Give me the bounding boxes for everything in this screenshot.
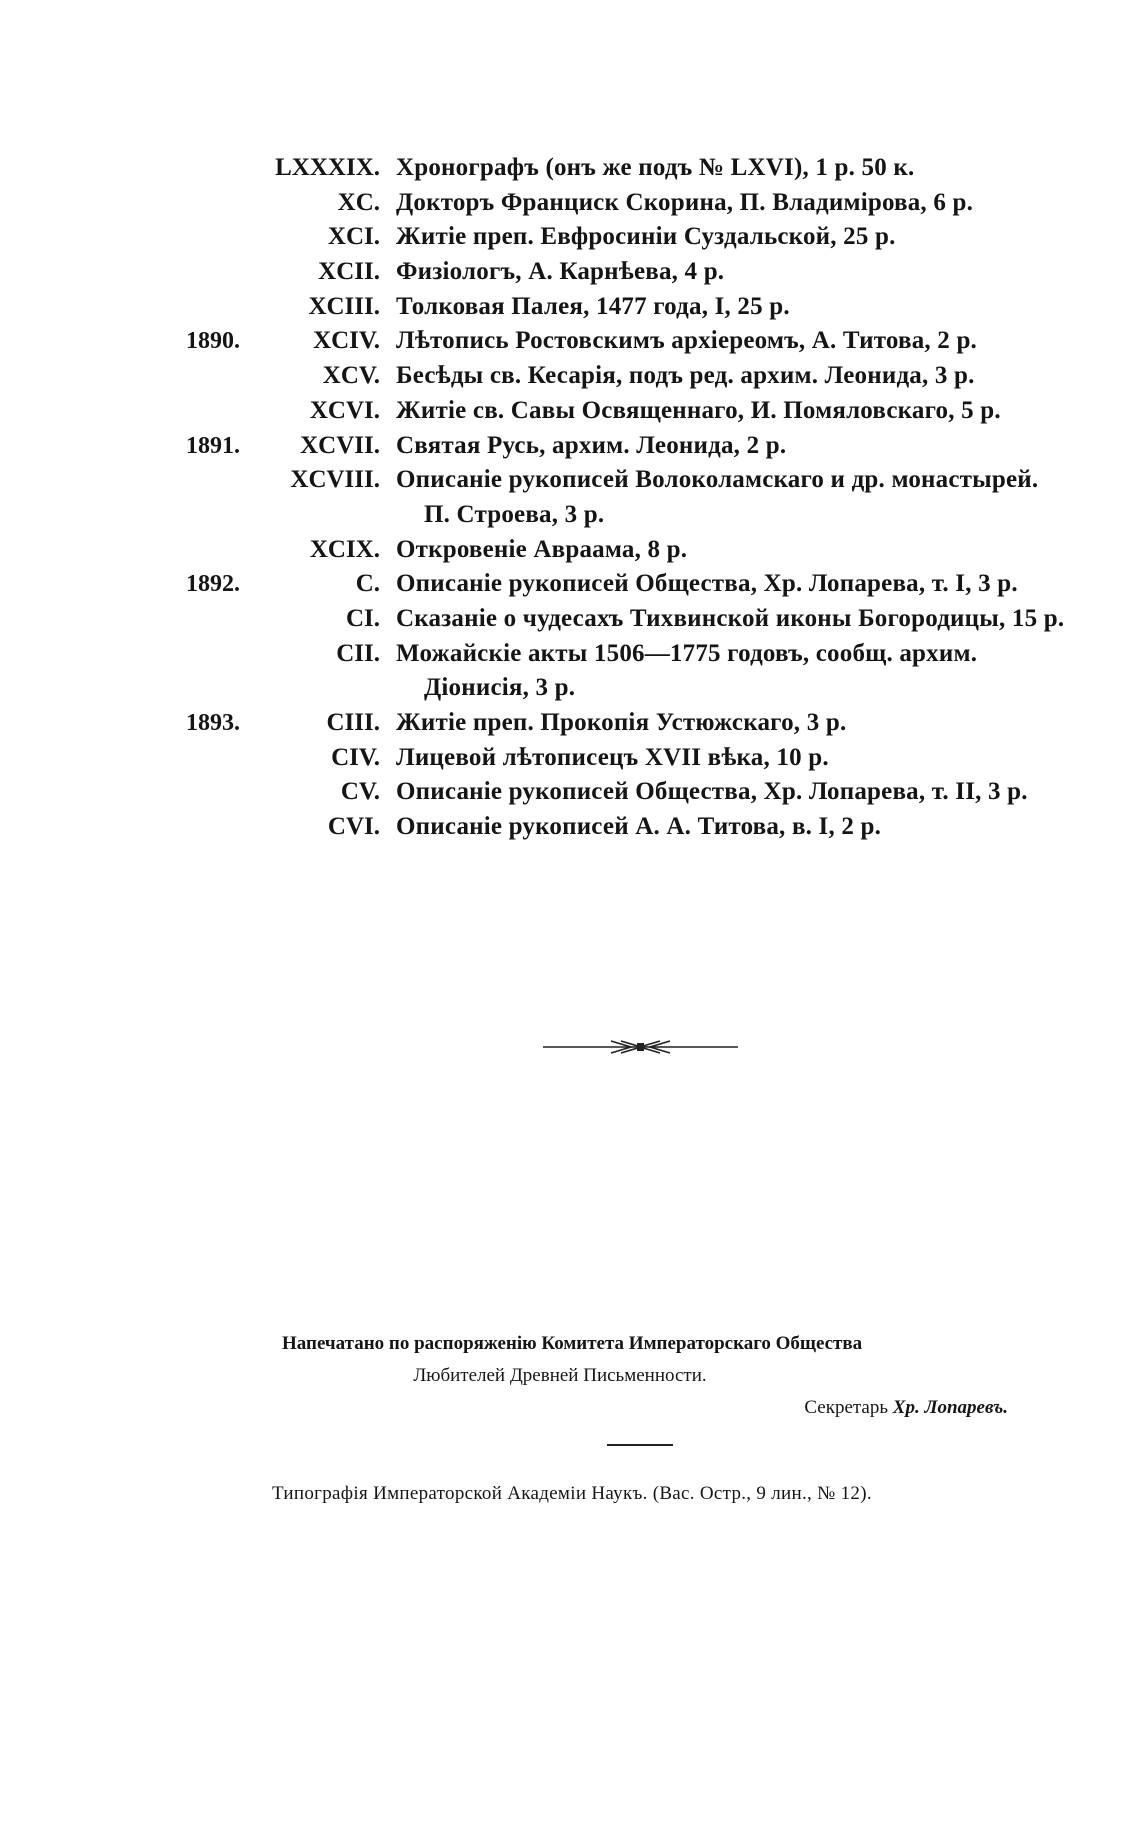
entry-title: Хронографъ (онъ же подъ № LXVI), 1 р. 50 к. (396, 154, 915, 181)
list-item (0, 706, 1140, 741)
entry-number: XC. (337, 188, 380, 216)
entry-number: CVI. (327, 813, 380, 841)
entry-title: Бесѣды св. Кесарія, подъ ред. архим. Леонида, 3 р. (396, 362, 975, 390)
entry-number: XCI. (327, 223, 380, 251)
list-item (0, 775, 1140, 810)
entry-title: Діонисія, 3 р. (424, 674, 576, 702)
list-item (0, 151, 1140, 186)
entry-year: 1892. (186, 571, 240, 598)
entry-title: П. Строева, 3 р. (424, 500, 605, 528)
entry-title: Физіологъ, А. Карнѣева, 4 р. (396, 258, 725, 286)
entry-title: Толковая Палея, 1477 года, I, 25 р. (396, 292, 790, 320)
list-item (0, 602, 1140, 637)
entry-number: CIV. (331, 743, 380, 771)
list-item (0, 394, 1140, 429)
list-item (0, 324, 1140, 359)
entry-title: Житіе преп. Евфросиніи Суздальской, 25 р. (396, 223, 896, 251)
entry-title: Лѣтопись Ростовскимъ архіереомъ, А. Титова, 2 р. (396, 327, 978, 355)
list-item (0, 810, 1140, 845)
entry-title: Сказаніе о чудесахъ Тихвинской иконы Богородицы, 15 р. (396, 604, 1065, 632)
list-item (0, 255, 1140, 290)
imprint-line-1: Напечатано по распоряженію Комитета Императорскаго Общества (282, 1333, 863, 1354)
entry-title: Откровеніе Авраама, 8 р. (396, 535, 688, 563)
entry-number: XCVI. (309, 396, 380, 424)
entry-number: CI. (345, 604, 380, 632)
list-item (0, 671, 1140, 706)
list-item (0, 463, 1140, 498)
entry-number: CII. (336, 639, 380, 667)
entry-number: XCVII. (300, 431, 380, 459)
list-item (0, 498, 1140, 533)
list-item (0, 220, 1140, 255)
entry-number: XCIV. (313, 327, 380, 355)
entry-year: 1890. (186, 328, 240, 355)
entry-title: Описаніе рукописей Общества, Хр. Лопарева, т. I, 3 р. (396, 570, 1018, 598)
imprint-line-2: Любителей Древней Письменности. (413, 1365, 707, 1386)
entry-number: CIII. (326, 709, 380, 736)
printer-line: Типографія Императорской Академіи Наукъ. (Вас. Остр., 9 лин., № 12). (272, 1483, 872, 1504)
entry-year: 1893. (186, 710, 240, 736)
entry-title: Житіе преп. Прокопія Устюжскаго, 3 р. (396, 709, 847, 736)
secretary-signature: Хр. Лопаревъ. (892, 1397, 1008, 1418)
list-item (0, 637, 1140, 672)
entry-title: Можайскіе акты 1506—1775 годовъ, сообщ. архим. (396, 639, 978, 667)
entry-title: Описаніе рукописей А. А. Титова, в. I, 2 р. (396, 813, 882, 841)
entry-title: Лицевой лѣтописецъ XVII вѣка, 10 р. (396, 743, 829, 771)
ornament-divider (543, 1036, 738, 1058)
entry-number: CV. (340, 778, 380, 806)
entry-number: C. (355, 570, 380, 598)
list-item (0, 290, 1140, 325)
entry-title: Святая Русь, архим. Леонида, 2 р. (396, 431, 787, 459)
entry-number: LXXXIX. (275, 154, 380, 181)
secretary-label: Секретарь (804, 1397, 889, 1418)
entry-title: Описаніе рукописей Волоколамскаго и др. монастырей. (396, 466, 1039, 494)
list-item (0, 359, 1140, 394)
list-item (0, 533, 1140, 568)
entry-title: Описаніе рукописей Общества, Хр. Лопарева, т. II, 3 р. (396, 778, 1028, 806)
entry-number: XCII. (318, 258, 380, 286)
divider-rule (607, 1444, 673, 1446)
entry-title: Житіе св. Савы Освященнаго, И. Помяловскаго, 5 р. (396, 396, 1001, 424)
entry-title: Докторъ Франциск Скорина, П. Владимірова, 6 р. (396, 188, 974, 216)
entry-number: XCIX. (309, 535, 380, 563)
imprint-secretary (0, 1397, 1008, 1419)
list-item (0, 741, 1140, 776)
entry-number: XCV. (322, 362, 380, 390)
list-item (0, 429, 1140, 464)
entry-year: 1891. (186, 432, 240, 459)
entry-number: XCIII. (308, 292, 380, 320)
list-item (0, 186, 1140, 221)
entry-number: XCVIII. (290, 466, 380, 494)
publication-list (0, 151, 1140, 845)
list-item (0, 567, 1140, 602)
